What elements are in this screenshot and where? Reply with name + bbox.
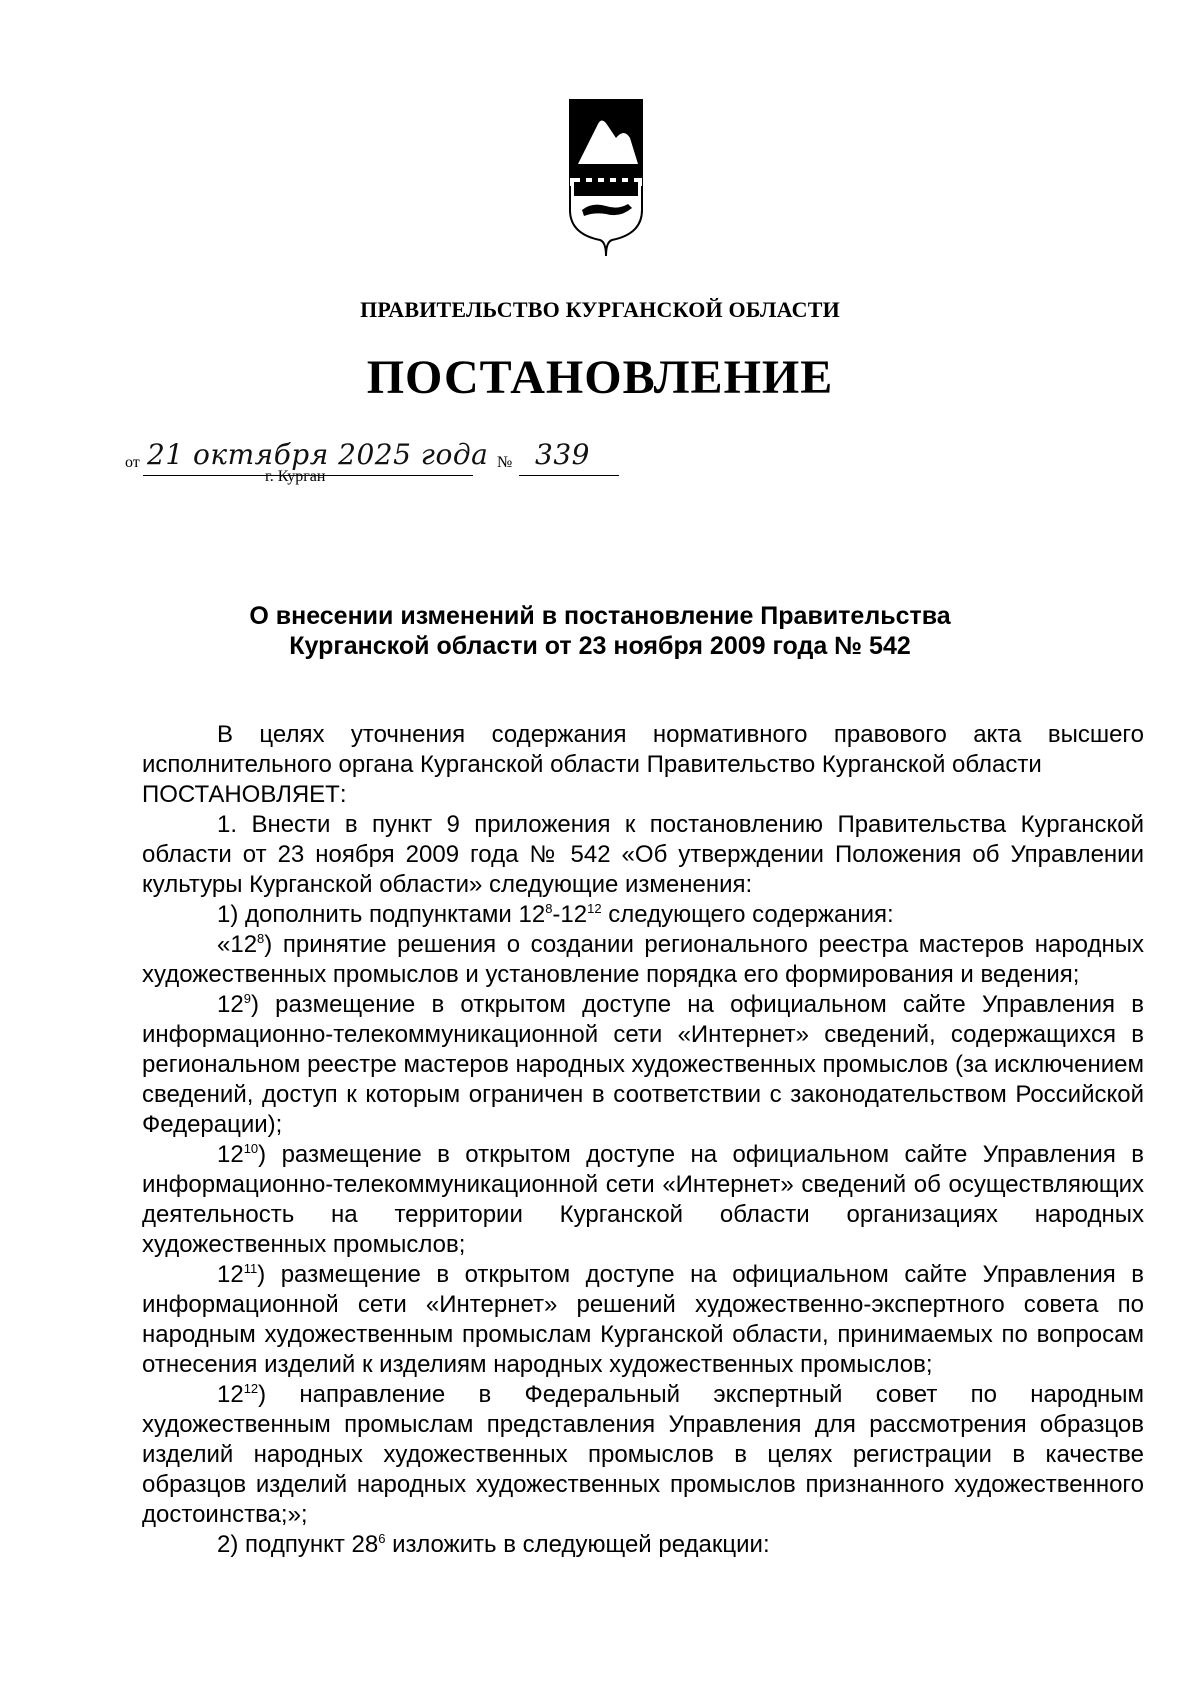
handwritten-date: 21 октября 2025 года [147,438,489,471]
subclause-2-paragraph: 2) подпункт $28^6$ изложить в следующей редакции: [217,1531,770,1558]
city-label: г. Курган [265,468,326,485]
number-label: № [497,454,513,471]
coat-of-arms-emblem [568,98,644,258]
document-type-heading: ПОСТАНОВЛЕНИЕ [366,351,834,404]
item-12-8-paragraph: «$12^8$) принятие решения о создании регионального реестра мастеров народных художественных промыслов и установление порядка его формирования и ведения; [142,931,1144,988]
clause-1-paragraph: 1. Внести в пункт 9 приложения к постановлению Правительства Курганской области от 23 ноября 2009 года № 542 «Об утверждении Положения об Управлении культуры Курганской области» следующие изменения: [142,811,1144,898]
title-line-2: Курганской области от 23 ноября 2009 года № 542 [289,632,911,660]
organization-name: ПРАВИТЕЛЬСТВО КУРГАНСКОЙ ОБЛАСТИ [360,297,840,322]
item-12-10-paragraph: $12^{10}$) размещение в открытом доступе на официальном сайте Управления в информационно-телекоммуникационной сети «Интернет» сведений об осуществляющих деятельность на территории Курганской области организациях народных художественных промыслов; [142,1141,1144,1258]
handwritten-number: 339 [535,438,590,471]
date-from-label: от [125,454,140,471]
title-line-1: О внесении изменений в постановление Правительства [249,602,951,630]
document-body [142,720,1144,1560]
date-number-line [125,440,645,480]
number-underline [519,475,619,476]
subclause-1-paragraph: 1) дополнить подпунктами $12^8-12^{12}$ следующего содержания: [217,901,894,928]
document-title [0,601,1200,661]
preamble-paragraph: В целях уточнения содержания нормативного правового акта высшего исполнительного органа Курганской области Правительство Курганской области ПОСТАНОВЛЯЕТ: [142,721,1144,808]
item-12-12-paragraph: $12^{12}$) направление в Федеральный экспертный совет по народным художественным промыслам представления Управления для рассмотрения образцов изделий народных художественных промыслов в целях регистрации в качестве образцов изделий народных художественных промыслов признанного художественного достоинства;»; [142,1381,1144,1528]
item-12-9-paragraph: $12^9$) размещение в открытом доступе на официальном сайте Управления в информационно-телекоммуникационной сети «Интернет» сведений, содержащихся в региональном реестре мастеров народных художественных промыслов (за исключением сведений, доступ к которым ограничен в соответствии с законодательством Российской Федерации); [142,991,1144,1138]
item-12-11-paragraph: $12^{11}$) размещение в открытом доступе на официальном сайте Управления в информационной сети «Интернет» решений художественно-экспертного совета по народным художественным промыслам Курганской области, принимаемых по вопросам отнесения изделий к изделиям народных художественных промыслов; [142,1261,1144,1378]
